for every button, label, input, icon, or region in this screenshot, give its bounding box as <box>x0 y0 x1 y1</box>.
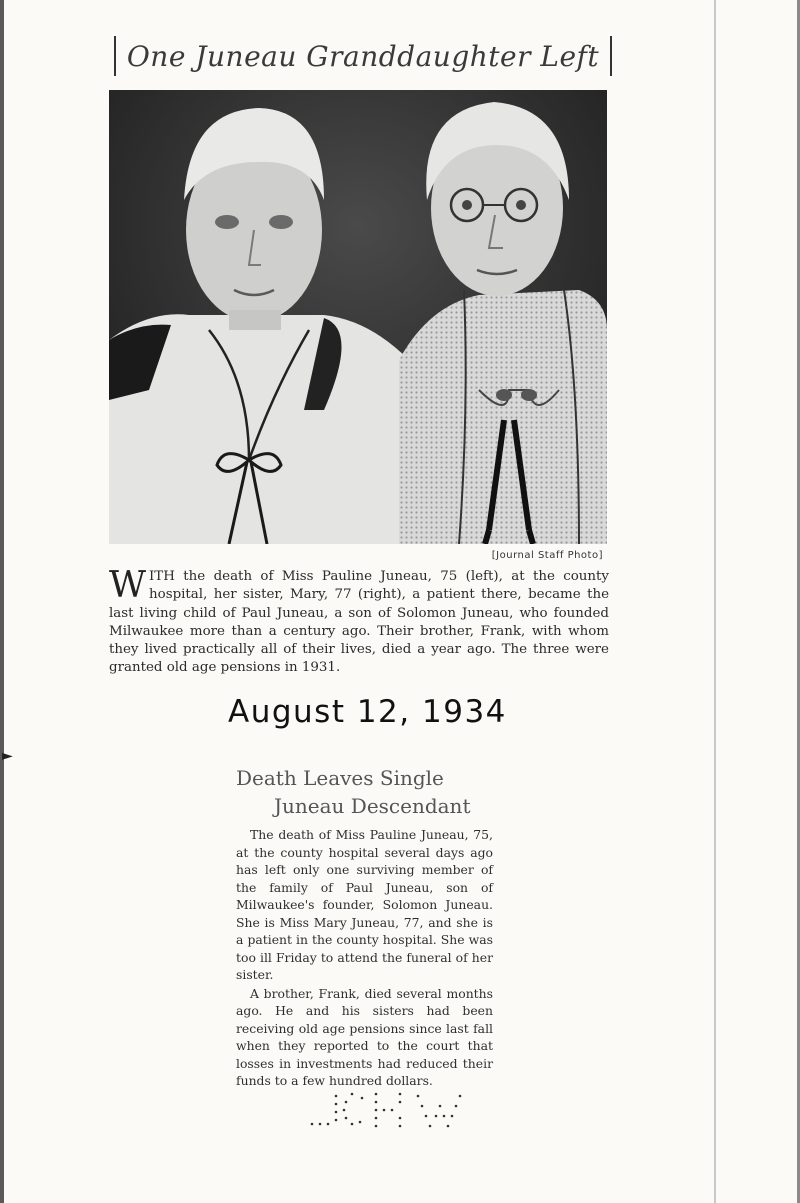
handwritten-date: August 12, 1934 <box>228 694 507 730</box>
scan-edge-left <box>0 0 4 1203</box>
perforated-stamp <box>306 1088 466 1132</box>
photo-credit: [Journal Staff Photo] <box>491 550 603 561</box>
drop-cap: W <box>109 565 147 606</box>
headline: One Juneau Granddaughter Left <box>114 36 612 76</box>
article-title-line-2: Juneau Descendant <box>274 794 471 818</box>
portrait-photo <box>109 90 607 544</box>
caption-text: ITH the death of Miss Pauline Juneau, 75 (left), at the county hospital, her sister, Mary, 77 (right), a patient there, became the last living child of Paul Juneau, a son of Solomon Juneau, who founded Milwaukee more than a century ago. Their brother, Frank, with whom they lived practically all of their lives, died a year ago. The three were granted old age pensions in 1931. <box>109 569 609 676</box>
article-title-line-1: Death Leaves Single <box>236 766 444 790</box>
perforated-stamp-icon <box>306 1088 466 1132</box>
article-title <box>236 764 536 820</box>
scan-mark: ► <box>2 748 13 764</box>
article-body <box>236 826 493 1090</box>
scan-edge-right <box>714 0 716 1203</box>
portrait-photo-icon <box>109 90 607 544</box>
photo-caption <box>109 565 609 678</box>
article-paragraph-1: The death of Miss Pauline Juneau, 75, at the county hospital several days ago has left only one surviving member of the family of Paul Juneau, son of Milwaukee's founder, Solomon Juneau. She is Miss Mary Juneau, 77, and she is a patient in the county hospital. She was too ill Friday to attend the funeral of her sister. <box>236 827 493 982</box>
article-paragraph-2: A brother, Frank, died several months ago. He and his sisters had been receiving old age pensions since last fall when they reported to the court that losses in investments had reduced their funds to a few hundred dollars. <box>236 985 493 1088</box>
